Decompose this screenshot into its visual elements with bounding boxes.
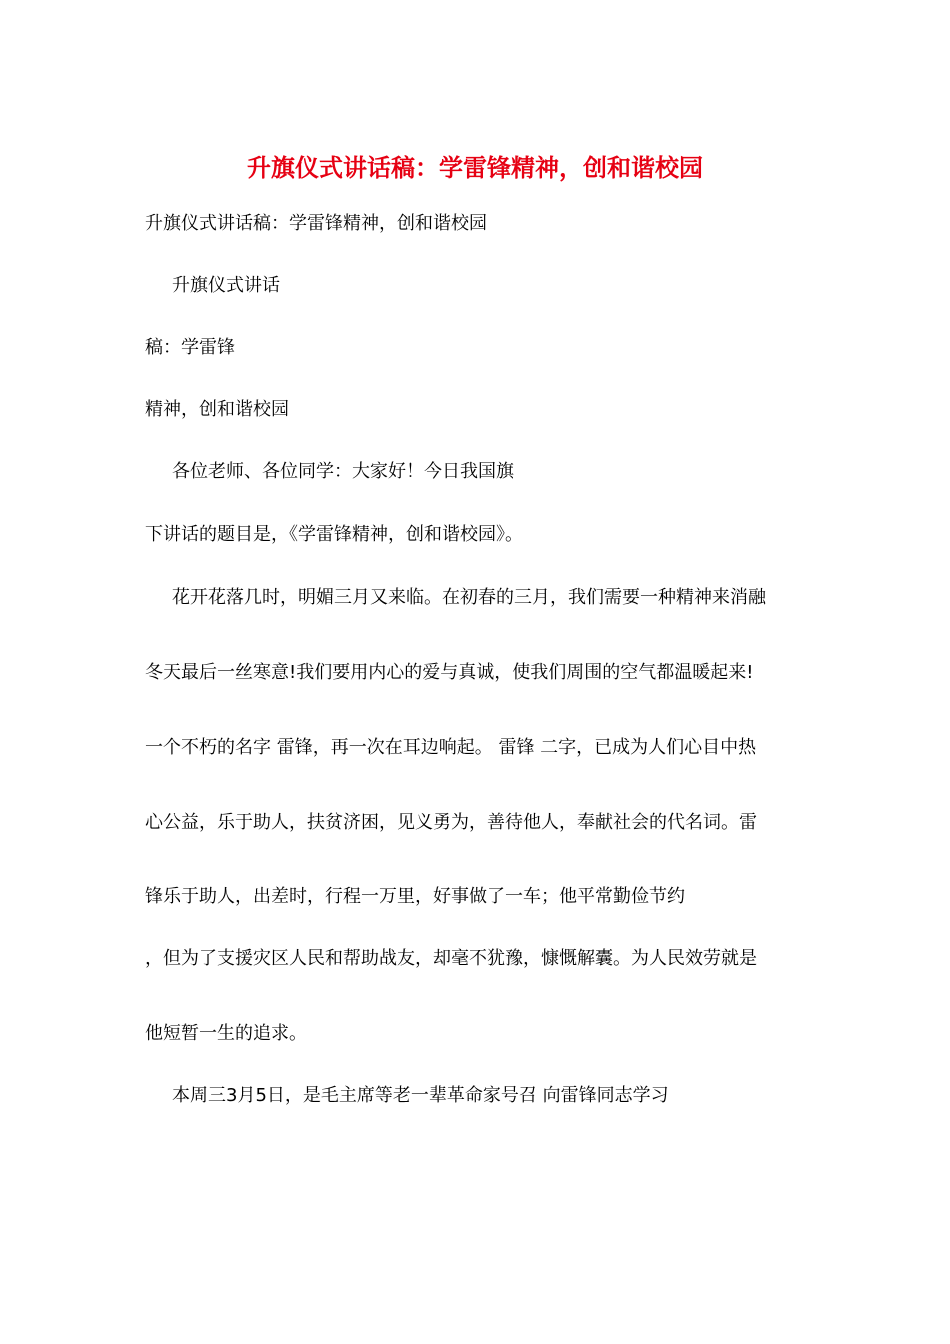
document-title: 升旗仪式讲话稿：学雷锋精神，创和谐校园 xyxy=(247,153,703,182)
paragraph-line: ，但为了支援灾区人民和帮助战友，却毫不犹豫，慷慨解囊。为人民效劳就是 xyxy=(145,948,757,969)
paragraph-line: 各位老师、各位同学：大家好！今日我国旗 xyxy=(172,461,514,482)
paragraph-line: 升旗仪式讲话稿：学雷锋精神，创和谐校园 xyxy=(145,213,487,234)
paragraph-line: 升旗仪式讲话 xyxy=(172,275,280,296)
paragraph-line: 锋乐于助人，出差时，行程一万里，好事做了一车；他平常勤俭节约 xyxy=(145,886,685,907)
paragraph-line: 本周三3月5日，是毛主席等老一辈革命家号召 向雷锋同志学习 xyxy=(172,1085,669,1106)
paragraph-line: 心公益，乐于助人，扶贫济困，见义勇为，善待他人，奉献社会的代名词。雷 xyxy=(145,812,757,833)
paragraph-line: 稿：学雷锋 xyxy=(145,337,235,358)
paragraph-line: 下讲话的题目是，《学雷锋精神，创和谐校园》。 xyxy=(145,524,523,545)
paragraph-line: 一个不朽的名字 雷锋，再一次在耳边响起。 雷锋 二字，已成为人们心目中热 xyxy=(145,737,757,758)
paragraph-line: 花开花落几时，明媚三月又来临。在初春的三月，我们需要一种精神来消融 xyxy=(172,587,766,608)
paragraph-line: 他短暂一生的追求。 xyxy=(145,1023,307,1044)
paragraph-line: 冬天最后一丝寒意!我们要用内心的爱与真诚，使我们周围的空气都温暖起来! xyxy=(145,662,754,683)
paragraph-line: 精神，创和谐校园 xyxy=(145,399,289,420)
